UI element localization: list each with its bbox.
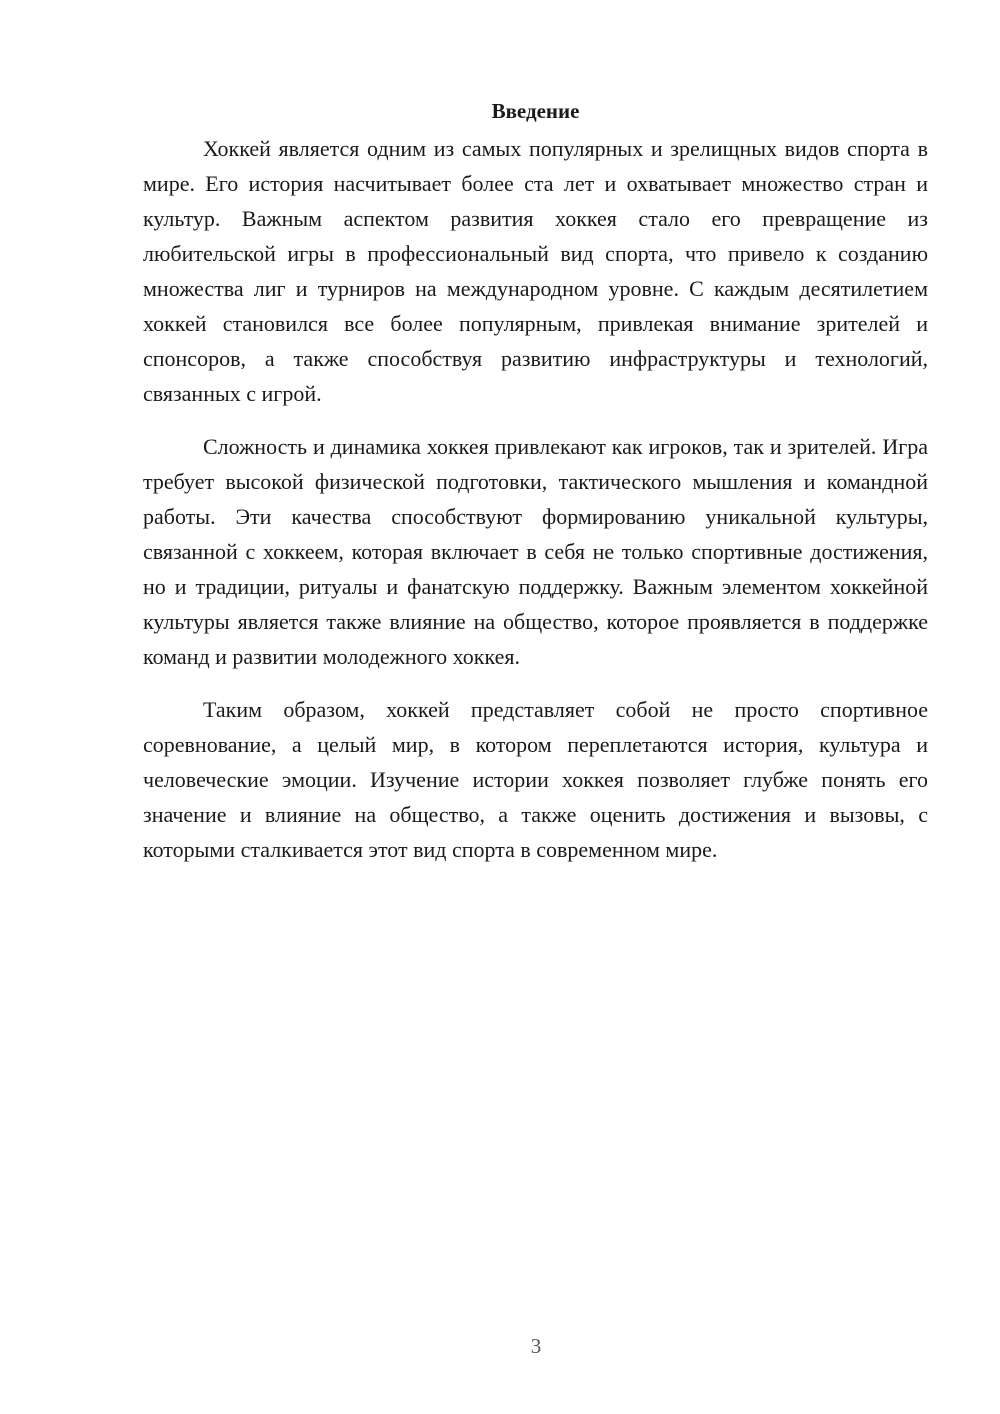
- page-content: [143, 96, 928, 885]
- paragraph-1: Хоккей является одним из самых популярных и зрелищных видов спорта в мире. Его история насчитывает более ста лет и охватывает множество стран и культур. Важным аспектом развития хоккея стало его превращение из любительской игры в профессиональный вид спорта, что привело к созданию множества лиг и турниров на международном уровне. С каждым десятилетием хоккей становился все более популярным, привлекая внимание зрителей и спонсоров, а также способствуя развитию инфраструктуры и технологий, связанных с игрой.: [143, 136, 928, 406]
- paragraph-2: Сложность и динамика хоккея привлекают как игроков, так и зрителей. Игра требует высокой физической подготовки, тактического мышления и командной работы. Эти качества способствуют формированию уникальной культуры, связанной с хоккеем, которая включает в себя не только спортивные достижения, но и традиции, ритуалы и фанатскую поддержку. Важным элементом хоккейной культуры является также влияние на общество, которое проявляется в поддержке команд и развитии молодежного хоккея.: [143, 434, 928, 669]
- page-number: 3: [530, 1334, 542, 1358]
- paragraph-3: Таким образом, хоккей представляет собой не просто спортивное соревнование, а целый мир, в котором переплетаются история, культура и человеческие эмоции. Изучение истории хоккея позволяет глубже понять его значение и влияние на общество, а также оценить достижения и вызовы, с которыми сталкивается этот вид спорта в современном мире.: [143, 697, 928, 862]
- section-title: Введение: [491, 99, 580, 123]
